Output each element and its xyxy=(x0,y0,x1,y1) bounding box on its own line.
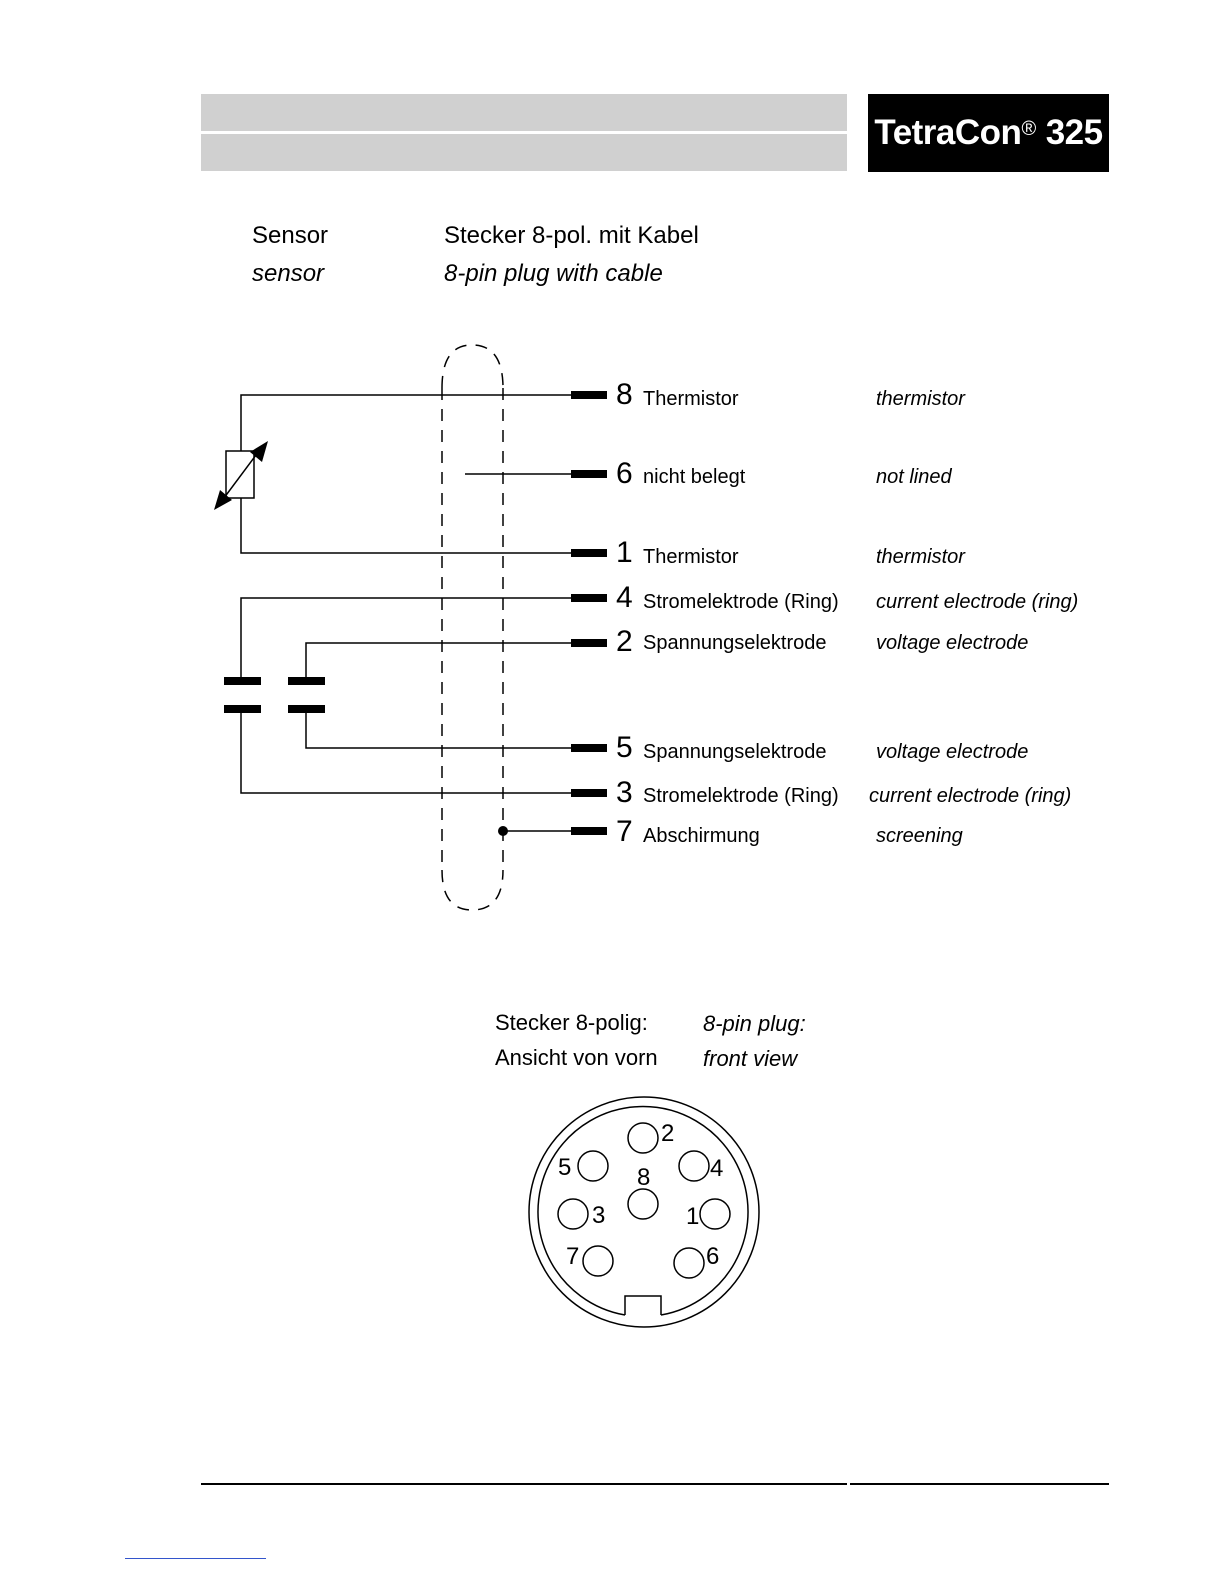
brand-name: TetraCon xyxy=(874,113,1022,152)
plug-caption-de-1: Stecker 8-polig: xyxy=(495,1010,648,1035)
pin-hole xyxy=(558,1199,588,1229)
pin-desc-en: thermistor xyxy=(876,388,965,410)
pin-row xyxy=(616,378,633,412)
plug-caption-en-2: front view xyxy=(703,1046,798,1071)
brand-model: 325 xyxy=(1045,113,1103,152)
pin-row xyxy=(616,581,633,615)
pin-hole xyxy=(578,1151,608,1181)
pin-number: 6 xyxy=(616,457,633,490)
pin-label: 3 xyxy=(592,1202,606,1229)
plug-label-de: Stecker 8-pol. mit Kabel xyxy=(444,222,699,249)
pin-label: 4 xyxy=(710,1155,724,1182)
pin-row xyxy=(616,776,633,810)
cable-shield xyxy=(442,345,503,910)
pin-hole xyxy=(628,1123,658,1153)
pin-hole xyxy=(674,1248,704,1278)
plug-caption-en-1: 8-pin plug: xyxy=(703,1011,806,1036)
pin-desc-de: Thermistor xyxy=(643,388,739,410)
pin-label: 8 xyxy=(637,1164,651,1191)
pin-terminals xyxy=(571,391,607,835)
pin-number: 7 xyxy=(616,815,633,848)
sensor-label-en: sensor xyxy=(252,260,325,287)
pin-label: 7 xyxy=(566,1243,580,1270)
pin-label: 2 xyxy=(661,1120,675,1147)
pin-desc-en: current electrode (ring) xyxy=(869,785,1072,807)
footer-rule-left xyxy=(201,1483,847,1485)
pin-desc-en: screening xyxy=(876,825,963,847)
pin-desc-en: not lined xyxy=(876,466,952,488)
pin-number: 4 xyxy=(616,581,633,614)
footer-link-underline xyxy=(125,1558,266,1559)
electrode-circuit xyxy=(241,598,606,793)
pin-desc-de: Abschirmung xyxy=(643,825,760,847)
pin-number: 3 xyxy=(616,776,633,809)
pin-hole xyxy=(628,1189,658,1219)
pin-hole xyxy=(583,1246,613,1276)
shield-junction-dot xyxy=(498,826,508,836)
pin-row xyxy=(616,625,633,659)
pin-label: 1 xyxy=(686,1203,700,1230)
pin-desc-en: voltage electrode xyxy=(876,741,1029,763)
plug-outer-ring xyxy=(529,1097,759,1327)
pin-desc-en: thermistor xyxy=(876,546,965,568)
pin-hole xyxy=(700,1199,730,1229)
pin-desc-de: Thermistor xyxy=(643,546,739,568)
pin-desc-de: Spannungselektrode xyxy=(643,741,827,763)
pin-desc-de: Spannungselektrode xyxy=(643,632,827,654)
footer-rule-right xyxy=(850,1483,1109,1485)
pin-desc-de: nicht belegt xyxy=(643,466,746,488)
pin-label: 5 xyxy=(558,1154,572,1181)
thermistor-arrow-tail xyxy=(214,490,232,510)
sensor-label-de: Sensor xyxy=(252,222,329,249)
registered-symbol: ® xyxy=(1021,117,1036,140)
pin-row xyxy=(616,536,633,570)
pin-label: 6 xyxy=(706,1243,720,1270)
pin-row xyxy=(616,815,633,849)
plug-caption-de-2: Ansicht von vorn xyxy=(495,1045,658,1070)
pin-number: 5 xyxy=(616,731,633,764)
pin-number: 8 xyxy=(616,378,633,411)
pin-desc-en: voltage electrode xyxy=(876,632,1029,654)
plug-inner-ring xyxy=(538,1107,748,1315)
pin-desc-de: Stromelektrode (Ring) xyxy=(643,785,839,807)
electrode-plates xyxy=(224,677,325,713)
pin-desc-en: current electrode (ring) xyxy=(876,591,1079,613)
pin-number: 1 xyxy=(616,536,633,569)
plug-key-notch xyxy=(625,1296,661,1315)
plug-front-view xyxy=(520,1090,770,1340)
pin-number: 2 xyxy=(616,625,633,658)
pin-row xyxy=(616,731,633,765)
plug-label-en: 8-pin plug with cable xyxy=(444,260,663,287)
pin-desc-de: Stromelektrode (Ring) xyxy=(643,591,839,613)
pin-row xyxy=(616,457,633,491)
pin-hole xyxy=(679,1151,709,1181)
